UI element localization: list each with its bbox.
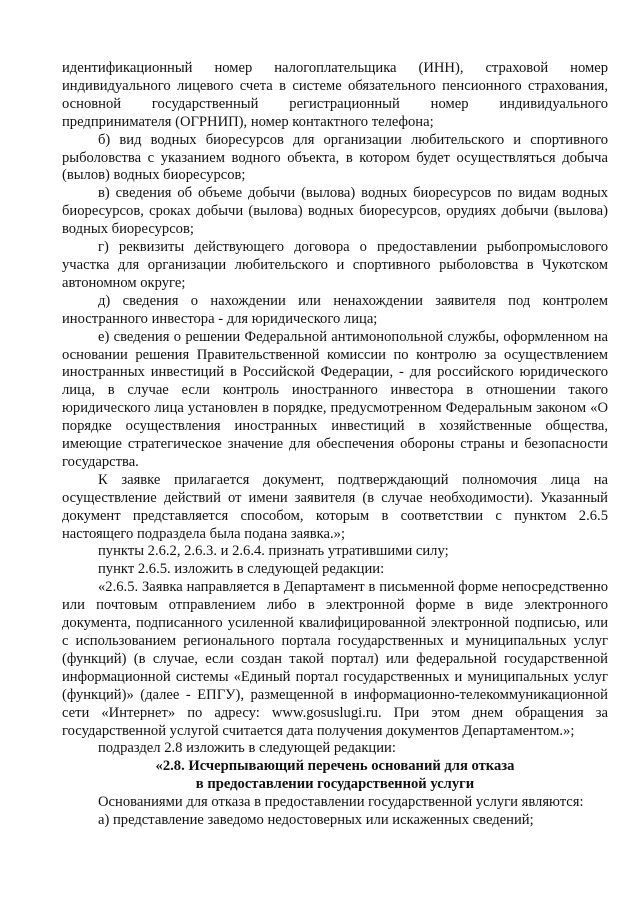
section-heading-line-2: в предоставлении государственной услуги	[195, 776, 475, 793]
section-heading-line-1: «2.8. Исчерпывающий перечень оснований для отказа	[155, 758, 515, 775]
paragraph-repeal: пункты 2.6.2, 2.6.3. и 2.6.4. признать утратившими силу;	[98, 543, 449, 560]
paragraph-item-g: г) реквизиты действующего договора о предоставлении рыбопромыслового участка для организации любительского и спортивного рыболовства в Чукотском автономном округе;	[62, 239, 608, 291]
paragraph-refusal-grounds: Основаниями для отказа в предоставлении государственной услуги являются:	[98, 794, 584, 811]
paragraph-item-b: б) вид водных биоресурсов для организации любительского и спортивного рыболовства с указанием водного объекта, в котором будет осуществляться добыча (вылов) водных биоресурсов;	[62, 131, 608, 184]
paragraph-item-e: е) сведения о решении Федеральной антимонопольной службы, оформленном на основании решения Правительственной комиссии по контролю за осуществлением иностранных инвестиций в Российской Федерации, - для российского юридического лица, в случае если контроль иностранного инвестора в отношении такого юридического лица установлен в порядке, предусмотренном Федеральным законом «О порядке осуществления иностранных инвестиций в хозяйственные общества, имеющие стратегическое значение для обеспечения обороны страны и безопасности государства.	[62, 328, 608, 470]
paragraph-item-a: а) представление заведомо недостоверных или искаженных сведений;	[98, 812, 534, 829]
paragraph-2-6-5-text: «2.6.5. Заявка направляется в Департамент в письменной форме непосредственно или почтовым отправлением либо в электронной форме в виде электронного документа, подписанного усиленной квалифицированной электронной подписью, или с использованием регионального портала государственных и муниципальных услуг (функций) (в случае, если создан такой портал) или федеральной государственной информационной системы «Единый портал государственных и муниципальных услуг (функций)» (далее - ЕПГУ), размещенной в информационно-телекоммуникационной сети «Интернет» по адресу: www.gosuslugi.ru. При этом днем обращения за государственной услугой считается дата получения документов Департаментом.»;	[62, 579, 608, 739]
paragraph-attachment: К заявке прилагается документ, подтверждающий полномочия лица на осуществление действий от имени заявителя (в случае необходимости). Указанный документ представляется способом, которым в соответствии с пунктом 2.6.5 настоящего подраздела была подана заявка.»;	[62, 471, 608, 542]
paragraph-amend-2-6-5: пункт 2.6.5. изложить в следующей редакции:	[98, 561, 385, 578]
paragraph-amend-2-8: подраздел 2.8 изложить в следующей редакции:	[98, 740, 396, 757]
paragraph-item-d: д) сведения о нахождении или ненахождении заявителя под контролем иностранного инвестора - для юридического лица;	[62, 292, 608, 327]
paragraph-applicant-identifiers: идентификационный номер налогоплательщика (ИНН), страховой номер индивидуального лицевого счета в системе обязательного пенсионного страхования, основной государственный регистрационный номер индивидуального предпринимателя (ОГРНИП), номер контактного телефона;	[62, 60, 608, 130]
paragraph-item-v: в) сведения об объеме добычи (вылова) водных биоресурсов по видам водных биоресурсов, сроках добычи (вылова) водных биоресурсов, орудиях добычи (вылова) водных биоресурсов;	[62, 185, 608, 238]
section-heading	[62, 758, 608, 794]
